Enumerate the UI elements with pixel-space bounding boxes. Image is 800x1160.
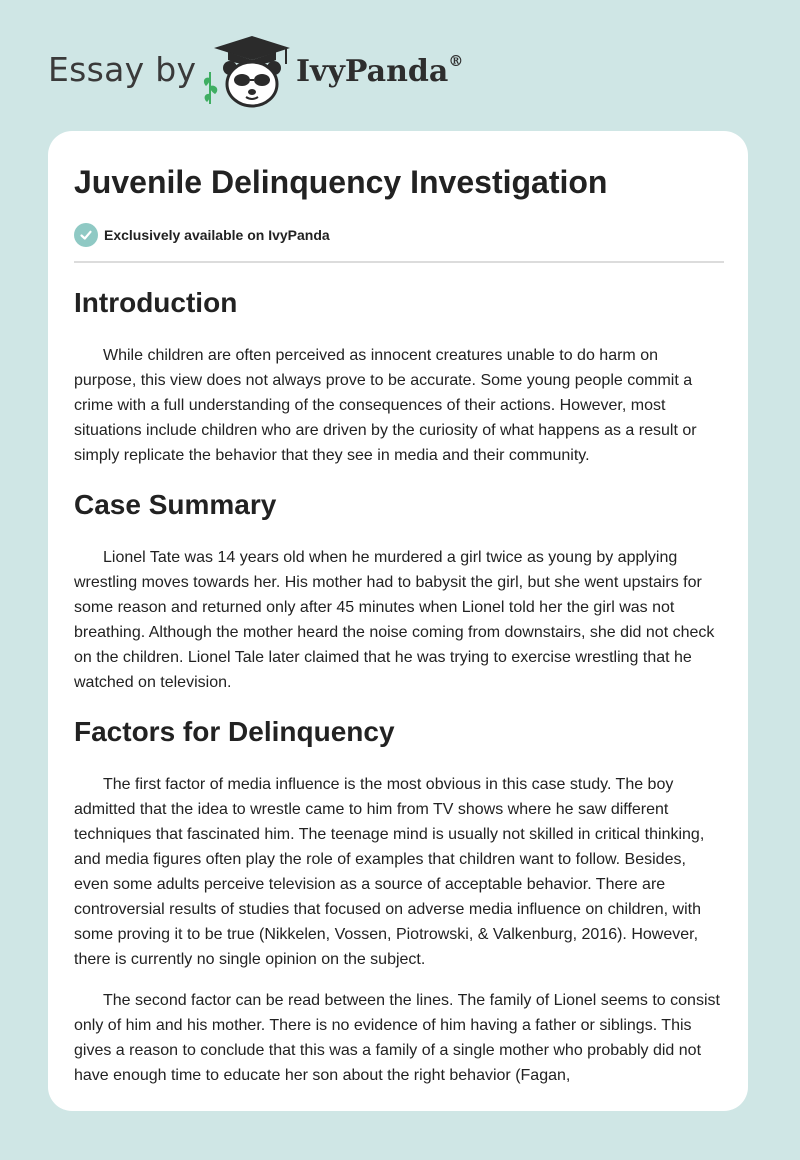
divider bbox=[74, 261, 724, 263]
exclusive-badge bbox=[74, 223, 330, 247]
essay-by-label: Essay by bbox=[48, 50, 197, 89]
essay-card bbox=[48, 131, 748, 1111]
paragraph-factors-1: The first factor of media influence is the most obvious in this case study. The boy admitted that the idea to wrestle came to him from TV shows where he saw different techniques that fascinated him. The teenage mind is usually not skilled in critical thinking, and media figures often play the role of examples that children want to follow. Besides, even some adults perceive television as a source of acceptable behavior. There are controversial results of studies that focused on adverse media influence on children, with some proving it to be true (Nikkelen, Vossen, Piotrowski, & Valkenburg, 2016). However, there is currently no single opinion on the subject. bbox=[74, 776, 705, 968]
exclusive-label: Exclusively available on IvyPanda bbox=[104, 227, 330, 243]
heading-factors: Factors for Delinquency bbox=[74, 716, 395, 747]
site-header bbox=[0, 0, 800, 130]
ivypanda-logo-icon[interactable] bbox=[200, 34, 296, 110]
heading-introduction: Introduction bbox=[74, 287, 238, 318]
heading-case-summary: Case Summary bbox=[74, 489, 277, 520]
check-icon bbox=[74, 223, 98, 247]
paragraph-introduction: While children are often perceived as innocent creatures unable to do harm on purpose, this view does not always prove to be accurate. Some young people commit a crime with a full understanding of the consequences of their actions. However, most situations include children who are driven by the curiosity of what happens as a result or simply replicate the behavior that they see in media and their community. bbox=[74, 347, 697, 464]
paragraph-case-summary: Lionel Tate was 14 years old when he murdered a girl twice as young by applying wrestling moves towards her. His mother had to babysit the girl, but she went upstairs for some reason and returned only after 45 minutes when Lionel told her the girl was not breathing. Although the mother heard the noise coming from downstairs, she did not check on the children. Lionel Tale later claimed that he was trying to exercise wrestling that he watched on television. bbox=[74, 549, 715, 691]
page-title: Juvenile Delinquency Investigation bbox=[74, 164, 608, 200]
paragraph-factors-2: The second factor can be read between the lines. The family of Lionel seems to consist only of him and his mother. There is no evidence of him having a father or siblings. This gives a reason to conclude that this was a family of a single mother who probably did not have enough time to educate her son about the right behavior (Fagan, bbox=[74, 992, 720, 1084]
brand-name[interactable]: IvyPanda® bbox=[296, 52, 464, 89]
